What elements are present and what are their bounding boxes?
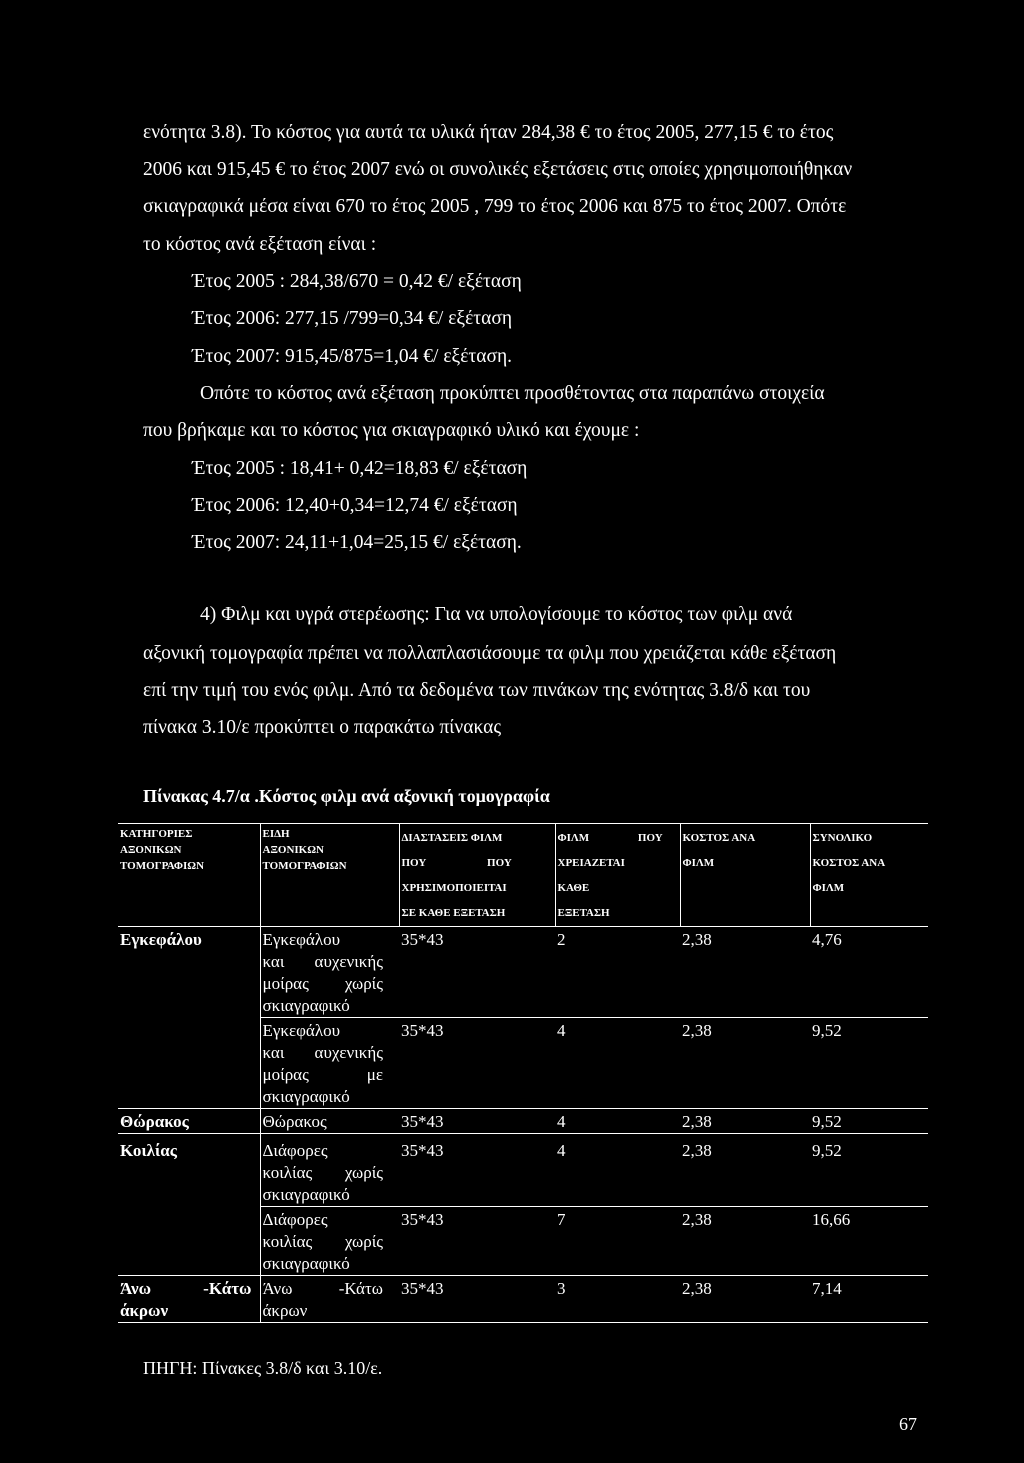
type-cell: Θώρακος xyxy=(260,1109,399,1134)
calc-line-2007: Έτος 2007: 915,45/875=1,04 €/ εξέταση. xyxy=(192,346,513,367)
calc-line-2005: Έτος 2005 : 284,38/670 = 0,42 €/ εξέταση xyxy=(192,271,522,292)
paragraph-line: πίνακα 3.10/ε προκύπτει ο παρακάτω πίνακας xyxy=(143,717,502,738)
dimensions-cell: 35*43 xyxy=(399,1276,555,1323)
type-cell: Διάφορες κοιλίας χωρίς σκιαγραφικό xyxy=(260,1207,399,1276)
table-row xyxy=(118,1207,928,1276)
dimensions-cell: 35*43 xyxy=(401,1141,444,1160)
total-cell: 9,52 xyxy=(812,1141,842,1160)
section-4-text: Για να υπολογίσουμε το κόστος των φιλμ ανά xyxy=(429,604,793,625)
type-cell: Εγκεφάλου και αυχενικής μοίρας χωρίς σκιαγραφικό xyxy=(260,927,399,1018)
paragraph-line: το κόστος ανά εξέταση είναι : xyxy=(143,234,377,255)
films-cell: 4 xyxy=(555,1109,680,1134)
film-cost-table xyxy=(118,823,928,1323)
paragraph-line: αξονική τομογραφία πρέπει να πολλαπλασιάσουμε τα φιλμ που χρειάζεται κάθε εξέταση xyxy=(143,643,837,664)
dimensions-cell: 35*43 xyxy=(401,930,444,949)
type-cell: Εγκεφάλου και αυχενικής μοίρας με σκιαγραφικό xyxy=(260,1018,399,1109)
calc-line-2007: Έτος 2007: 24,11+1,04=25,15 €/ εξέταση. xyxy=(192,532,522,553)
paragraph-line: επί την τιμή του ενός φιλμ. Από τα δεδομένα των πινάκων της ενότητας 3.8/δ και του xyxy=(143,680,811,701)
category-cell: Άνω -Κάτω άκρων xyxy=(118,1276,260,1323)
section-4-heading: 4) Φιλμ και υγρά στερέωσης: xyxy=(200,604,430,625)
total-cell: 4,76 xyxy=(812,930,842,949)
paragraph-line: 2006 και 915,45 € το έτος 2007 ενώ οι συνολικές εξετάσεις στις οποίες χρησιμοποιήθηκαν xyxy=(143,159,853,180)
dimensions-cell: 35*43 xyxy=(399,1207,555,1276)
table-header-row xyxy=(118,824,928,927)
page-number: 67 xyxy=(899,1414,917,1434)
total-cell: 16,66 xyxy=(810,1207,928,1276)
cost-cell: 2,38 xyxy=(680,1109,810,1134)
cost-cell: 2,38 xyxy=(682,1141,712,1160)
section-4-first-line xyxy=(200,603,792,627)
cost-cell: 2,38 xyxy=(680,1276,810,1323)
films-cell: 4 xyxy=(557,1141,566,1160)
header-films-needed: ΦΙΛΜ ΠΟΥ ΧΡΕΙΑΖΕΤΑΙ ΚΑΘΕ ΕΞΕΤΑΣΗ xyxy=(555,824,680,927)
category-cell: Κοιλίας xyxy=(120,1141,177,1160)
header-cost-per-film: ΚΟΣΤΟΣ ΑΝΑ ΦΙΛΜ xyxy=(680,824,810,927)
calc-line-2005: Έτος 2005 : 18,41+ 0,42=18,83 €/ εξέταση xyxy=(192,458,528,479)
films-cell: 4 xyxy=(555,1018,680,1109)
films-cell: 7 xyxy=(555,1207,680,1276)
calc-line-2006: Έτος 2006: 12,40+0,34=12,74 €/ εξέταση xyxy=(192,495,518,516)
category-cell: Θώρακος xyxy=(118,1109,260,1134)
table-caption: Πίνακας 4.7/α .Κόστος φιλμ ανά αξονική τομογραφία xyxy=(143,786,550,806)
cost-cell: 2,38 xyxy=(680,1018,810,1109)
dimensions-cell: 35*43 xyxy=(399,1018,555,1109)
header-categories: ΚΑΤΗΓΟΡΙΕΣ ΑΞΟΝΙΚΩΝ ΤΟΜΟΓΡΑΦΙΩΝ xyxy=(118,824,260,927)
films-cell: 2 xyxy=(557,930,566,949)
header-total-cost: ΣΥΝΟΛΙΚΟ ΚΟΣΤΟΣ ΑΝΑ ΦΙΛΜ xyxy=(810,824,928,927)
type-cell: Άνω -Κάτω άκρων xyxy=(260,1276,399,1323)
calc-line-2006: Έτος 2006: 277,15 /799=0,34 €/ εξέταση xyxy=(192,308,513,329)
total-cell: 9,52 xyxy=(810,1109,928,1134)
cost-cell: 2,38 xyxy=(680,1207,810,1276)
table-row xyxy=(118,1109,928,1134)
dimensions-cell: 35*43 xyxy=(399,1109,555,1134)
total-cell: 7,14 xyxy=(810,1276,928,1323)
type-cell: Διάφορες κοιλίας χωρίς σκιαγραφικό xyxy=(260,1134,399,1207)
films-cell: 3 xyxy=(555,1276,680,1323)
header-dimensions: ΔΙΑΣΤΑΣΕΙΣ ΦΙΛΜ ΠΟΥ ΠΟΥ ΧΡΗΣΙΜΟΠΟΙΕΙΤΑΙ ΣΕ ΚΑΘΕ ΕΞΕΤΑΣΗ xyxy=(399,824,555,927)
paragraph-line: Οπότε το κόστος ανά εξέταση προκύπτει προσθέτοντας στα παραπάνω στοιχεία xyxy=(200,383,825,404)
header-types: ΕΙΔΗ ΑΞΟΝΙΚΩΝ ΤΟΜΟΓΡΑΦΙΩΝ xyxy=(260,824,399,927)
table-row xyxy=(118,927,928,1018)
category-cell xyxy=(118,1018,260,1109)
category-cell xyxy=(118,1207,260,1276)
category-cell: Εγκεφάλου xyxy=(120,930,202,949)
total-cell: 9,52 xyxy=(810,1018,928,1109)
cost-cell: 2,38 xyxy=(682,930,712,949)
table-row xyxy=(118,1276,928,1323)
table-row xyxy=(118,1018,928,1109)
table-row xyxy=(118,1134,928,1207)
paragraph-line: ενότητα 3.8). Το κόστος για αυτά τα υλικά ήταν 284,38 € το έτος 2005, 277,15 € το έτος xyxy=(143,122,834,143)
paragraph-line: σκιαγραφικά μέσα είναι 670 το έτος 2005 , 799 το έτος 2006 και 875 το έτος 2007. Οπότε xyxy=(143,196,847,217)
paragraph-line: που βρήκαμε και το κόστος για σκιαγραφικό υλικό και έχουμε : xyxy=(143,420,640,441)
table-source: ΠΗΓΗ: Πίνακες 3.8/δ και 3.10/ε. xyxy=(143,1358,383,1378)
